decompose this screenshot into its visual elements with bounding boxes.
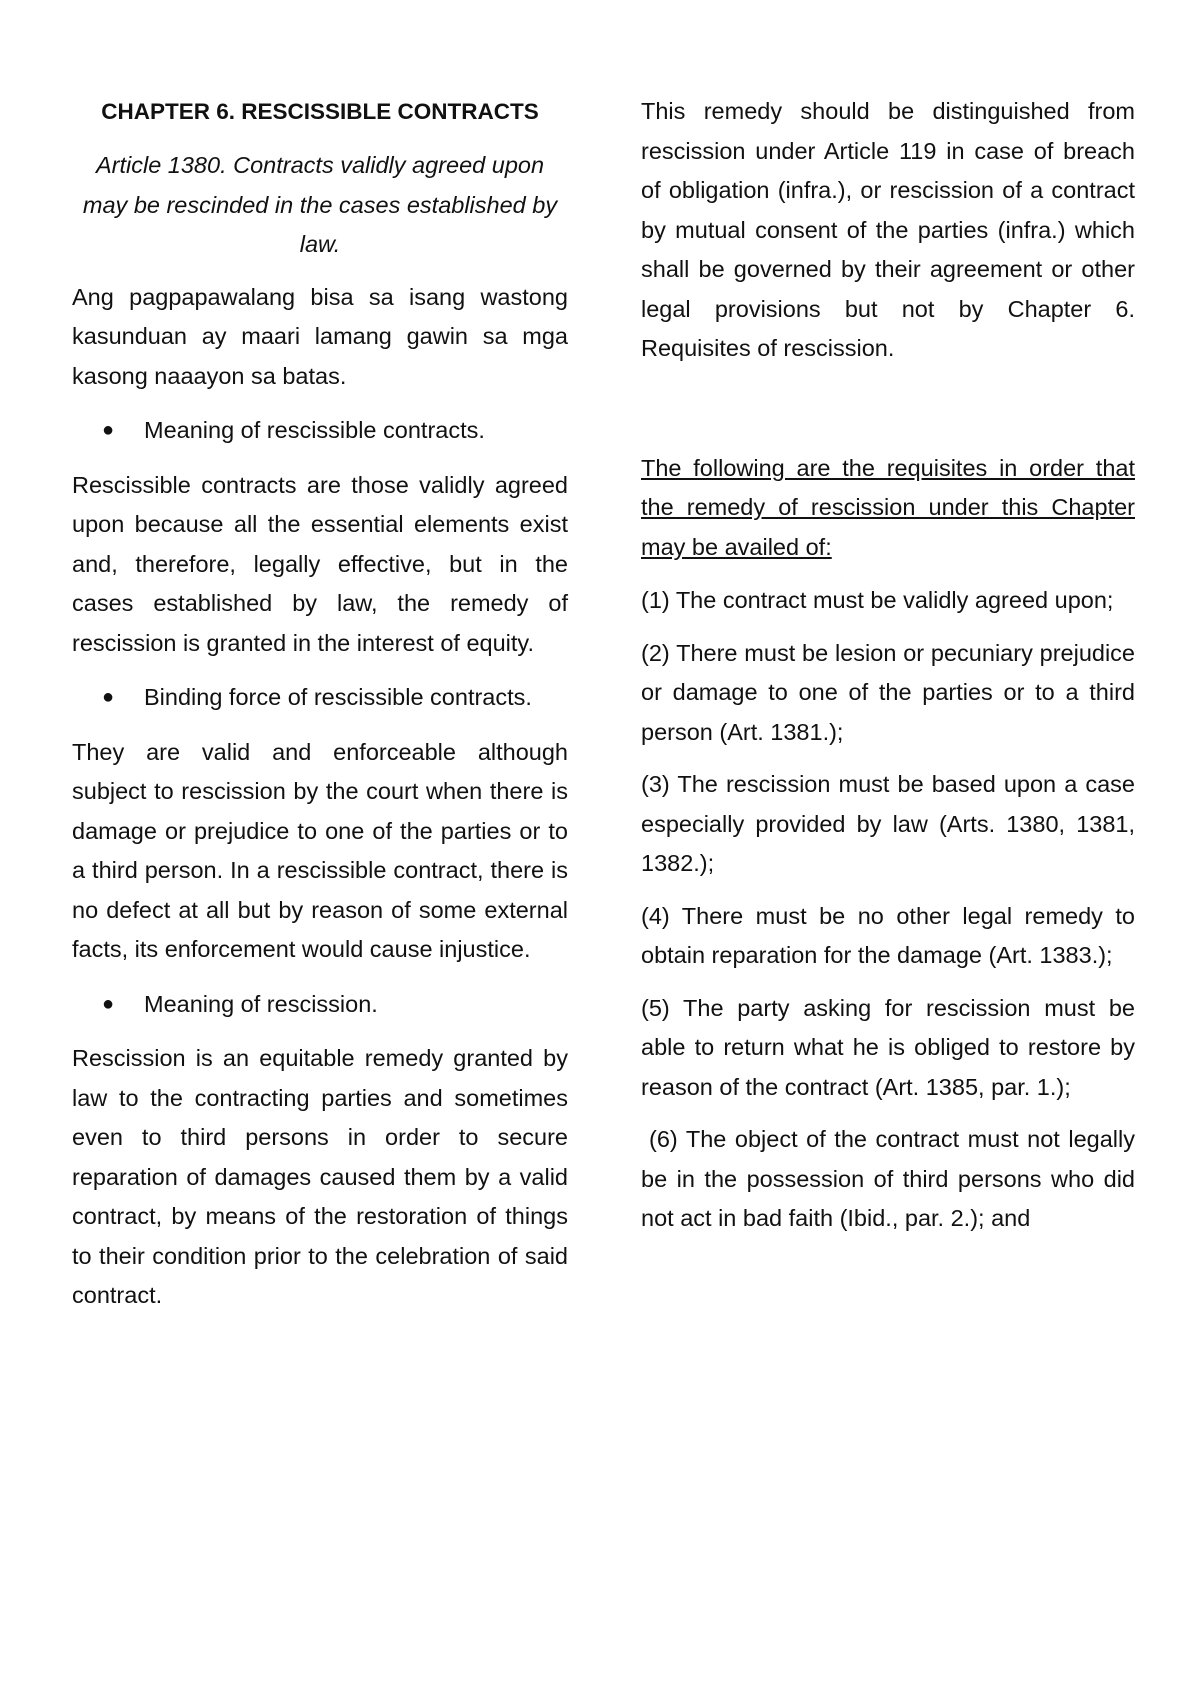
requisite-item: (6) The object of the contract must not legally be in the possession of third persons who did not act in bad faith (Ibid., par. 2.); and <box>641 1126 1135 1231</box>
bullet-icon: ● <box>101 992 115 1015</box>
bullet-label: Binding force of rescissible contracts. <box>144 684 532 710</box>
bullet-meaning-rescission <box>72 985 568 1025</box>
bullet-binding-force <box>72 678 568 718</box>
bullet-meaning-contracts <box>72 411 568 451</box>
paragraph-meaning-rescission: Rescission is an equitable remedy granted by law to the contracting parties and sometimes even to third persons in order to secure reparation of damages caused them by a valid contract, by means of the restoration of things to their condition prior to the celebration of said contract. <box>72 1045 568 1308</box>
paragraph-meaning-contracts: Rescissible contracts are those validly agreed upon because all the essential elements exist and, therefore, legally effective, but in the cases established by law, the remedy of rescission is granted in the interest of equity. <box>72 471 568 656</box>
requisite-item: (2) There must be lesion or pecuniary prejudice or damage to one of the parties or to a third person (Art. 1381.); <box>641 639 1135 745</box>
chapter-title: CHAPTER 6. RESCISSIBLE CONTRACTS <box>101 99 539 124</box>
article-1380-text: Article 1380. Contracts validly agreed upon may be rescinded in the cases established by law. <box>82 152 558 257</box>
bullet-icon: ● <box>101 419 115 441</box>
requisite-item: (5) The party asking for rescission must be able to return what he is obliged to restore by reason of the contract (Art. 1385, par. 1.); <box>641 994 1135 1100</box>
filipino-translation: Ang pagpapawalang bisa sa isang wastong kasunduan ay maari lamang gawin sa mga kasong naaayon sa batas. <box>72 283 568 389</box>
requisite-item: (3) The rescission must be based upon a case especially provided by law (Arts. 1380, 1381, 1382.); <box>641 771 1135 876</box>
requisite-item: (4) There must be no other legal remedy to obtain reparation for the damage (Art. 1383.); <box>641 902 1135 968</box>
bullet-icon: ● <box>101 686 115 708</box>
right-column <box>641 92 1135 1252</box>
left-column <box>72 92 568 1331</box>
requisite-item: (1) The contract must be validly agreed upon; <box>641 587 1114 613</box>
bullet-label: Meaning of rescission. <box>144 990 378 1017</box>
bullet-label: Meaning of rescissible contracts. <box>144 417 485 443</box>
paragraph-binding-force: They are valid and enforceable although subject to rescission by the court when there is damage or prejudice to one of the parties or to a third person. In a rescissible contract, there is no defect at all but by reason of some external facts, its enforcement would cause injustice. <box>72 738 568 962</box>
requisites-heading: The following are the requisites in order that the remedy of rescission under this Chapter may be availed of: <box>641 454 1135 560</box>
paragraph-distinguished-remedy: This remedy should be distinguished from rescission under Article 119 in case of breach of obligation (infra.), or rescission of a contract by mutual consent of the parties (infra.) which shall be governed by their agreement or other legal provisions but not by Chapter 6. Requisites of rescission. <box>641 98 1135 361</box>
